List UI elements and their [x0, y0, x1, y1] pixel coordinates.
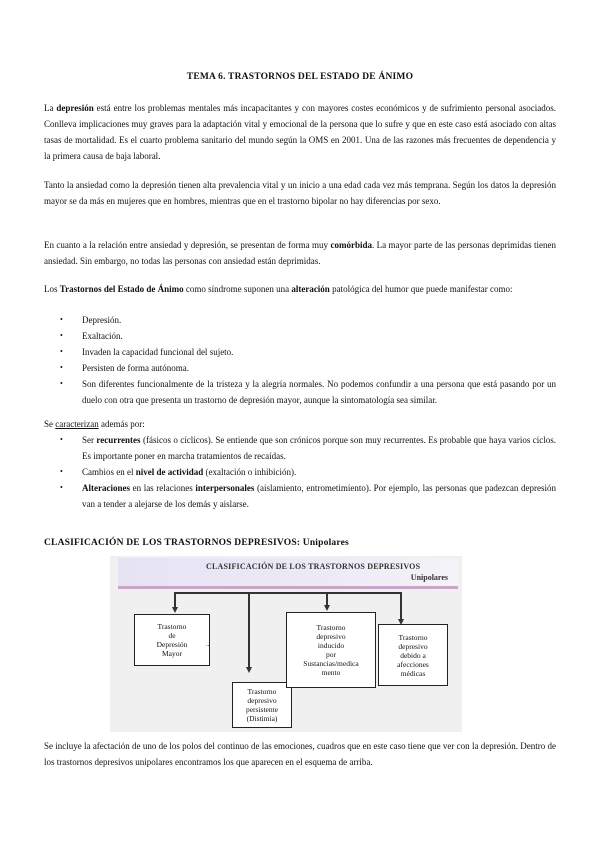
box-line: Trastorno — [157, 622, 187, 631]
section-heading — [44, 538, 349, 548]
paragraph-caracterizan — [44, 416, 556, 432]
bold-term: Alteraciones — [82, 483, 130, 493]
text-run: en las relaciones — [129, 483, 196, 493]
diagram-title-bar — [118, 558, 458, 589]
box-line: (Distimia) — [246, 714, 278, 723]
list-item: • Son diferentes funcionalmente de la tristeza y la alegría normales. No podemos confundir a una persona que está pasando por un duelo con otra que presenta un trastorno de depresión mayor, aunque la sintomatología sea similar. — [44, 376, 556, 408]
list-item — [44, 464, 556, 480]
arrow-down-icon — [172, 607, 178, 613]
bold-term: recurrentes — [96, 435, 141, 445]
bold-term: comórbida — [330, 240, 372, 250]
paragraph-comorbilidad — [44, 237, 556, 269]
text-run: como síndrome suponen una — [183, 284, 292, 294]
text-run: (fásicos o cíclicos). Se entiende que son crónicos porque son muy recurrentes. Es probable que haya varios ciclos. Es importante poner en marcha tratamientos de recaídas. — [82, 435, 556, 461]
box-line: debido a — [400, 650, 426, 660]
box-line: Trastorno — [398, 632, 428, 642]
box-line: depresivo — [316, 632, 346, 641]
list-item: • Invaden la capacidad funcional del sujeto. — [44, 344, 556, 360]
text-run: . La mayor parte de las personas deprimidas tienen ansiedad. Sin embargo, no todas las personas con ansiedad están deprimidas. — [44, 240, 557, 266]
paragraph-unipolares: Se incluye la afectación de uno de los polos del continuo de las emociones, cuadros que en este caso tiene que ver con la depresión. Dentro de los trastornos depresivos unipolares encontramos los que aparecen en el esquema de arriba. — [44, 741, 556, 767]
list-item — [44, 480, 556, 512]
paragraph-trastornos — [44, 281, 556, 297]
paragraph-depresion — [44, 100, 556, 164]
section-heading-label: CLASIFICACIÓN DE LOS TRASTORNOS DEPRESIVOS — [44, 538, 297, 548]
classification-diagram — [110, 556, 462, 732]
bold-term: Trastornos del Estado de Ánimo — [59, 284, 184, 294]
section-heading-sub: Unipolares — [302, 538, 349, 548]
box-depresion-mayor — [134, 614, 210, 666]
box-line: Depresión — [156, 640, 188, 649]
connector-stem — [248, 592, 250, 668]
arrow-down-icon — [246, 667, 252, 673]
box-line: de — [168, 631, 176, 640]
bold-term: alteración — [291, 284, 330, 294]
text-run: (exaltación o inhibición). — [203, 467, 297, 477]
text-run: La — [44, 103, 57, 113]
list-caracteristicas — [44, 432, 556, 512]
box-line: Mayor — [161, 649, 182, 658]
list-item: • Depresión. — [44, 312, 556, 328]
box-afecciones-medicas — [378, 624, 448, 686]
bold-term: depresión — [56, 103, 94, 113]
text-run: patológica del humor que puede manifestar como: — [329, 284, 513, 294]
list-item: • Exaltación. — [44, 328, 556, 344]
diagram-title: CLASIFICACIÓN DE LOS TRASTORNOS DEPRESIVOS — [206, 562, 421, 571]
box-line: depresivo — [247, 696, 277, 705]
text-run: Se — [44, 419, 56, 429]
box-line: Trastorno — [247, 687, 277, 696]
connector-stem — [174, 592, 176, 608]
connector-horizontal — [174, 592, 402, 594]
text-run: Ser — [82, 435, 97, 445]
box-inducido-sustancias — [286, 612, 376, 688]
text-run: está entre los problemas mentales más incapacitantes y con mayores costes económicos y de sufrimiento personal asociados. Conlleva implicaciones muy graves para la adaptación vital y emocional de la persona que lo sufre y que en este caso está asociado con altas tasas de mortalidad. Es el cuarto problema sanitario del mundo según la OMS en 2001. Una de las razones más frecuentes de dependencia y la primera causa de baja laboral. — [44, 103, 556, 161]
bold-term: nivel de actividad — [135, 467, 204, 477]
box-line: inducido — [317, 641, 345, 650]
bold-term: interpersonales — [195, 483, 255, 493]
section-heading-separator: : — [296, 538, 303, 548]
text-run: además por: — [98, 419, 145, 429]
text-run: En cuanto a la relación entre ansiedad y depresión, se presentan de forma muy — [44, 240, 331, 250]
paragraph-prevalencia: Tanto la ansiedad como la depresión tienen alta prevalencia vital y un inicio a una edad cada vez más temprana. Según los datos la depresión mayor se da más en mujeres que en hombres, mientras que en el trastorno bipolar no hay diferencias por sexo. — [44, 180, 556, 206]
page-title: TEMA 6. TRASTORNOS DEL ESTADO DE ÁNIMO — [186, 72, 414, 82]
box-line: Trastorno — [316, 623, 346, 632]
box-line: mento — [321, 668, 341, 677]
box-line: Sustancias/medica — [303, 659, 359, 668]
list-item — [44, 432, 556, 464]
text-run: Cambios en el — [82, 467, 136, 477]
box-distimia — [232, 682, 292, 728]
box-line: persistente — [245, 705, 279, 714]
list-item: • Persisten de forma autónoma. — [44, 360, 556, 376]
diagram-subtitle: Unipolares — [410, 573, 448, 582]
text-run: Los — [44, 284, 60, 294]
arrow-down-icon — [324, 605, 330, 611]
box-line: afecciones — [397, 659, 429, 669]
text-run: (aislamiento, entrometimiento). Por ejemplo, las personas que padezcan depresión van a tender a alejarse de los demás y aislarse. — [82, 483, 556, 509]
list-manifestaciones — [44, 312, 556, 408]
connector-stem — [326, 592, 328, 606]
box-line: depresivo — [398, 641, 428, 651]
connector-stem — [400, 592, 402, 620]
diagram-dots: .. — [206, 640, 210, 648]
box-line: por — [326, 650, 336, 659]
box-line: médicas — [400, 668, 426, 678]
underlined-term: caracterizan — [55, 419, 99, 429]
